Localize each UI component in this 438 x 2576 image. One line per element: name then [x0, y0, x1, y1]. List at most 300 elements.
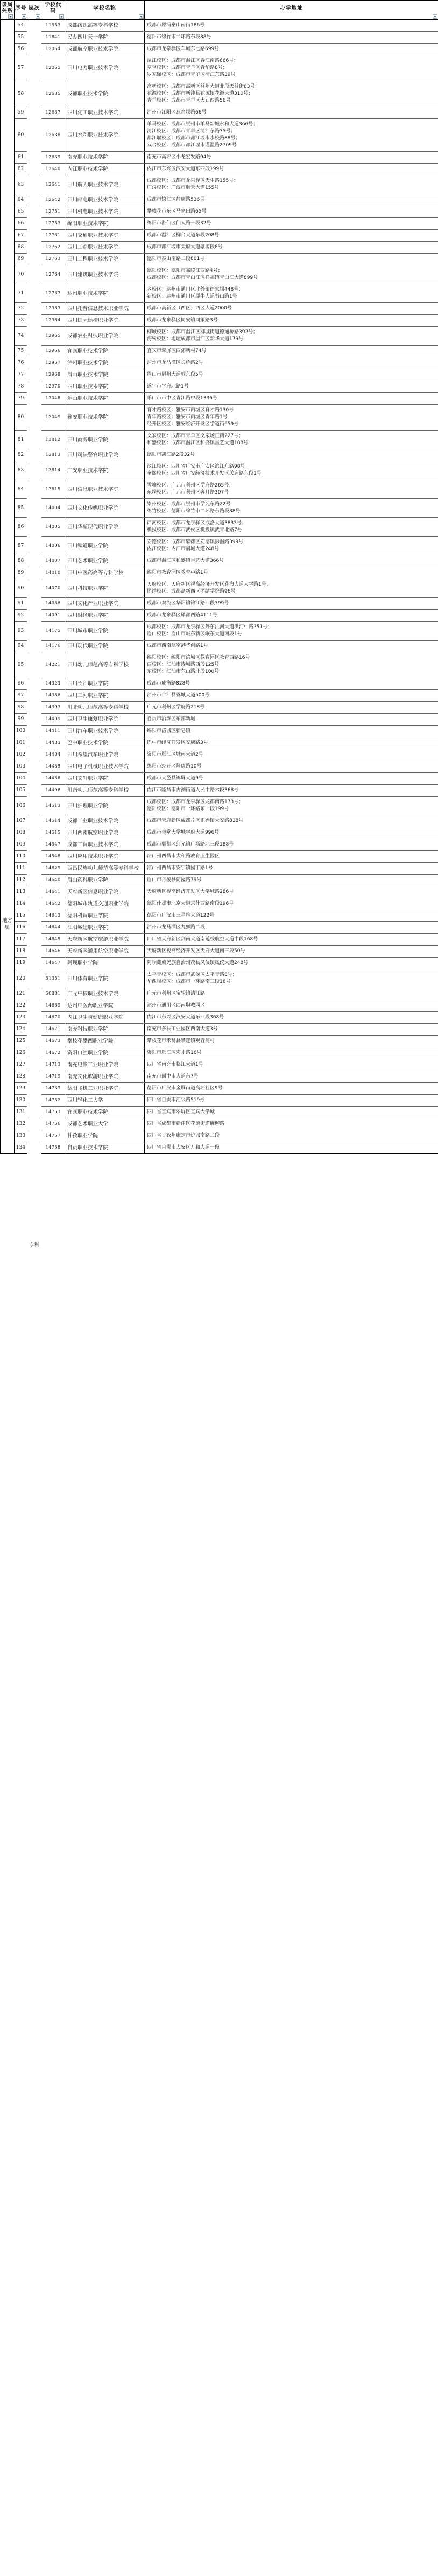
cell-seq: 75: [15, 346, 27, 357]
cell-name: 四川幼儿师范高等专科学校: [65, 652, 145, 678]
column-header-affiliation-label: 隶属关系: [2, 2, 13, 14]
table-row[interactable]: [1, 785, 438, 797]
address-line: 广元市利州区宝轮镇清江路: [147, 991, 206, 996]
cell-code: 14756: [41, 1118, 65, 1130]
address-line: 南充市多扶工业园区西南大道3号: [147, 1026, 218, 1032]
address-line: 都江堰校区：成都市都江堰市水校路88号；: [147, 136, 241, 141]
address-line: 绵阳市涪城区新皂镇: [147, 728, 191, 734]
cell-seq: 126: [15, 1047, 27, 1059]
address-line: 安德校区：成都市郫都区安德镇彭温路399号: [147, 539, 244, 545]
table-row[interactable]: [1, 431, 438, 449]
table-row[interactable]: [1, 714, 438, 726]
cell-seq: 76: [15, 357, 27, 369]
cell-code: 14647: [41, 958, 65, 969]
cell-name: 乐山职业技术学院: [65, 393, 145, 405]
column-header-code[interactable]: [41, 1, 65, 20]
cell-name: 成都工业职业技术学院: [65, 815, 145, 827]
cell-name: 四川华新现代职业学院: [65, 518, 145, 537]
filter-dropdown-icon-address[interactable]: [433, 14, 437, 19]
cell-code: 14411: [41, 726, 65, 737]
cell-seq: 112: [15, 875, 27, 886]
cell-seq: 88: [15, 555, 27, 567]
table-row[interactable]: [1, 863, 438, 875]
cell-code: 13815: [41, 480, 65, 499]
address-line: 绵阳市经开区隆康路10号: [147, 764, 202, 769]
cell-seq: 89: [15, 567, 27, 579]
cell-name: 川南幼儿师范高等专科学校: [65, 785, 145, 797]
cell-address: [145, 242, 438, 254]
column-header-level[interactable]: [27, 1, 41, 20]
cell-address: [145, 44, 438, 55]
table-row[interactable]: [1, 773, 438, 785]
cell-address: [145, 230, 438, 242]
table-row[interactable]: [1, 1012, 438, 1024]
address-line: 成都校区：成都市龙泉驿区龙都南路173号；: [147, 799, 244, 805]
table-row[interactable]: [1, 726, 438, 737]
table-row[interactable]: [1, 315, 438, 327]
cell-code: 14757: [41, 1130, 65, 1142]
address-line: 草堂校区：成都市青羊区青华路8号；: [147, 65, 228, 71]
cell-seq: 128: [15, 1071, 27, 1083]
cell-address: [145, 265, 438, 284]
table-row[interactable]: [1, 641, 438, 652]
cell-address: [145, 988, 438, 1000]
address-line: 太平寺校区：成都市武侯区太平寺路8号；: [147, 972, 237, 977]
cell-address: [145, 461, 438, 480]
cell-seq: 100: [15, 726, 27, 737]
table-row[interactable]: [1, 797, 438, 815]
cell-address: [145, 315, 438, 327]
table-row[interactable]: [1, 1107, 438, 1118]
cell-name: 四川轻化工大学: [65, 1095, 145, 1107]
cell-seq: 77: [15, 369, 27, 381]
address-line: 奎阁校区：四川省广安经济技术开发区关庙路东段1号: [147, 471, 262, 476]
filter-dropdown-icon-code[interactable]: [59, 14, 64, 19]
column-header-seq-label: 序号: [15, 5, 26, 11]
table-row[interactable]: [1, 690, 438, 702]
cell-name: 四川财经职业学院: [65, 610, 145, 622]
cell-address: [145, 518, 438, 537]
table-row[interactable]: [1, 518, 438, 537]
cell-seq: 58: [15, 81, 27, 107]
cell-code: 14515: [41, 827, 65, 839]
address-line: 罗家碾校区：成都市青羊区清江东路39号: [147, 72, 236, 78]
cell-seq: 102: [15, 749, 27, 761]
table-row[interactable]: [1, 922, 438, 934]
cell-name: 四川体育职业学院: [65, 969, 145, 988]
table-row[interactable]: [1, 499, 438, 518]
address-line: 成都市金堂大学城学府大道996号: [147, 830, 220, 835]
table-row[interactable]: [1, 327, 438, 346]
address-line: 成都市西南航空港华创路1号: [147, 643, 208, 649]
table-row[interactable]: [1, 886, 438, 898]
table-row[interactable]: [1, 32, 438, 44]
cell-name: 雅安职业技术学院: [65, 405, 145, 431]
address-line: 成都市锦江区静康路536号: [147, 197, 205, 202]
cell-address: [145, 749, 438, 761]
table-row[interactable]: [1, 910, 438, 922]
cell-code: 14629: [41, 863, 65, 875]
address-line: 四川省宜宾市翠屏区宜宾大学城: [147, 1109, 215, 1115]
address-line: 花源校区：成都市新津县花源镇花源大道310号；: [147, 91, 253, 96]
table-row[interactable]: [1, 988, 438, 1000]
address-line: 成都市龙泉驿区车城东七路699号: [147, 46, 220, 52]
cell-seq: 65: [15, 206, 27, 218]
cell-name: 成都航空职业技术学院: [65, 44, 145, 55]
cell-seq: 68: [15, 242, 27, 254]
cell-seq: 99: [15, 714, 27, 726]
filter-dropdown-icon-seq[interactable]: [22, 14, 26, 19]
cell-code: 12761: [41, 230, 65, 242]
address-line: 凉山州西昌市太和路教育卫生园区: [147, 854, 220, 859]
address-line: 东校区：江油市东山路北段100号: [147, 669, 220, 674]
cell-address: [145, 1071, 438, 1083]
table-row[interactable]: [1, 449, 438, 461]
cell-seq: 109: [15, 839, 27, 851]
cell-address: [145, 164, 438, 175]
cell-name: 南充科技职业学院: [65, 1024, 145, 1036]
table-row[interactable]: [1, 1118, 438, 1130]
table-row[interactable]: [1, 461, 438, 480]
table-row[interactable]: [1, 598, 438, 610]
cell-address: [145, 678, 438, 690]
cell-seq: 54: [15, 20, 27, 32]
cell-seq: 87: [15, 537, 27, 555]
table-row[interactable]: [1, 934, 438, 946]
cell-name: 成都艺术职业大学: [65, 1118, 145, 1130]
cell-address: [145, 910, 438, 922]
cell-address: [145, 773, 438, 785]
cell-name: 四川中医药高等专科学校: [65, 567, 145, 579]
cell-address: [145, 81, 438, 107]
cell-code: 13049: [41, 405, 65, 431]
cell-seq: 116: [15, 922, 27, 934]
cell-code: 12966: [41, 346, 65, 357]
cell-name: 四川汽车职业技术学院: [65, 726, 145, 737]
cell-name: 四川航天职业技术学院: [65, 175, 145, 194]
address-line: 资阳市雁江区城南大道2号: [147, 752, 203, 757]
table-row[interactable]: [1, 969, 438, 988]
address-line: 成都校区：成都市龙泉驿区天生路155号；: [147, 178, 239, 184]
cell-name: 攀枝花攀西职业学院: [65, 1036, 145, 1047]
column-header-affiliation[interactable]: [1, 1, 15, 20]
table-row[interactable]: [1, 610, 438, 622]
cell-name: 德阳科贸职业学院: [65, 910, 145, 922]
cell-name: 四川国际标榜职业学院: [65, 315, 145, 327]
cell-address: [145, 622, 438, 641]
table-row[interactable]: [1, 230, 438, 242]
table-row[interactable]: [1, 55, 438, 81]
table-row[interactable]: [1, 537, 438, 555]
address-line: 文家校区：成都市青羊区文家场正街227号；: [147, 433, 244, 439]
table-row[interactable]: [1, 254, 438, 265]
table-row[interactable]: [1, 1142, 438, 1154]
table-row[interactable]: [1, 242, 438, 254]
table-row[interactable]: [1, 875, 438, 886]
cell-address: [145, 690, 438, 702]
table-row[interactable]: [1, 622, 438, 641]
cell-name: 四川水利职业技术学院: [65, 119, 145, 152]
table-row[interactable]: [1, 851, 438, 863]
cell-name: 四川建筑职业技术学院: [65, 265, 145, 284]
table-row[interactable]: [1, 303, 438, 315]
cell-name: 四川机电职业技术学院: [65, 206, 145, 218]
cell-code: 14673: [41, 1036, 65, 1047]
cell-code: 14323: [41, 678, 65, 690]
table-row[interactable]: [1, 164, 438, 175]
cell-code: 14409: [41, 714, 65, 726]
filter-dropdown-icon-affiliation[interactable]: [8, 14, 13, 19]
cell-code: 14672: [41, 1047, 65, 1059]
cell-code: 51351: [41, 969, 65, 988]
cell-seq: 78: [15, 381, 27, 393]
column-header-address-label: 办学地址: [280, 5, 303, 11]
cell-name: 资阳口腔职业学院: [65, 1047, 145, 1059]
cell-seq: 110: [15, 851, 27, 863]
table-row[interactable]: [1, 357, 438, 369]
column-header-address[interactable]: [145, 1, 438, 20]
address-line: 老校区：达州市通川区北外镇徐家坝448号；: [147, 287, 244, 292]
cell-address: [145, 815, 438, 827]
cell-seq: 111: [15, 863, 27, 875]
table-row[interactable]: [1, 1000, 438, 1012]
address-line: 成都市高新区（西区）西区大道2000号: [147, 306, 232, 311]
table-row[interactable]: [1, 839, 438, 851]
cell-code: 12639: [41, 152, 65, 164]
address-line: 成都市犀浦泰山南街186号: [147, 23, 205, 28]
address-line: 天府新区视高经济开发区大学城路286号: [147, 889, 234, 895]
cell-seq: 71: [15, 284, 27, 303]
table-row[interactable]: [1, 749, 438, 761]
address-line: 资阳市雁江区宏才路16号: [147, 1050, 202, 1055]
cell-seq: 69: [15, 254, 27, 265]
cell-code: 14496: [41, 785, 65, 797]
cell-address: [145, 863, 438, 875]
table-row[interactable]: [1, 678, 438, 690]
cell-seq: 81: [15, 431, 27, 449]
cell-address: [145, 303, 438, 315]
cell-code: 12753: [41, 218, 65, 230]
cell-address: [145, 579, 438, 598]
cell-code: 14086: [41, 598, 65, 610]
address-line: 眉山校区：眉山市岷东新区岷东大道南段1号: [147, 631, 242, 637]
cell-address: [145, 393, 438, 405]
cell-address: [145, 381, 438, 393]
table-row[interactable]: [1, 1059, 438, 1071]
cell-seq: 106: [15, 797, 27, 815]
table-row[interactable]: [1, 175, 438, 194]
table-row[interactable]: [1, 206, 438, 218]
address-line: 成都市双流区华阳镇锦江路四段399号: [147, 601, 229, 606]
table-row[interactable]: [1, 107, 438, 119]
address-line: 南充市阆中市大道东7号: [147, 1074, 199, 1079]
cell-address: [145, 1000, 438, 1012]
table-row[interactable]: [1, 44, 438, 55]
cell-seq: 127: [15, 1059, 27, 1071]
cell-address: [145, 499, 438, 518]
cell-seq: 80: [15, 405, 27, 431]
table-row[interactable]: [1, 284, 438, 303]
filter-dropdown-icon-level[interactable]: [36, 14, 40, 19]
table-row[interactable]: [1, 1036, 438, 1047]
cell-name: 成都农业科技职业学院: [65, 327, 145, 346]
cell-name: 四川邮电职业技术学院: [65, 194, 145, 206]
table-row[interactable]: [1, 827, 438, 839]
address-line: 成都市龙泉驿区同安镇同策路3号: [147, 318, 218, 323]
cell-address: [145, 1036, 438, 1047]
address-line: 内江市东兴区汉安大道东四段368号: [147, 1015, 224, 1020]
table-row[interactable]: [1, 761, 438, 773]
cell-address: [145, 20, 438, 32]
address-line: 成都校区：成都市龙泉驿区外东洪河大道洪河中路351号；: [147, 624, 273, 630]
cell-seq: 57: [15, 55, 27, 81]
cell-seq: 93: [15, 622, 27, 641]
table-row[interactable]: [1, 1130, 438, 1142]
address-line: 四川省天府新区剑南大道南延线航空大道中段168号: [147, 937, 258, 942]
address-line: 四川省南充市临江大道1号: [147, 1062, 203, 1067]
cell-seq: 55: [15, 32, 27, 44]
cell-code: 14752: [41, 1095, 65, 1107]
table-row[interactable]: [1, 20, 438, 32]
address-line: 四川省自贡市大安区万和大道一段: [147, 1145, 220, 1150]
table-row[interactable]: [1, 1047, 438, 1059]
table-row[interactable]: [1, 898, 438, 910]
address-line: 柳城校区：成都市温江区柳城街道德通桥路392号；: [147, 329, 258, 335]
table-row[interactable]: [1, 381, 438, 393]
address-line: 德阳市广汉市三星堆大道122号: [147, 913, 215, 918]
cell-address: [145, 946, 438, 958]
address-line: 眉山市丹棱县葡园路79号: [147, 877, 202, 883]
level-label: 专科: [29, 1242, 39, 1248]
address-line: 东坝校区：广元市利州区奔月路307号: [147, 490, 229, 495]
cell-seq: 129: [15, 1083, 27, 1095]
cell-address: [145, 55, 438, 81]
address-line: 天府新区视高经济开发区天府大道南三段50号: [147, 948, 245, 954]
column-header-seq[interactable]: [15, 1, 27, 20]
table-row[interactable]: [1, 1095, 438, 1107]
cell-name: 四川三河职业学院: [65, 690, 145, 702]
cell-code: 14753: [41, 1107, 65, 1118]
table-row[interactable]: [1, 1083, 438, 1095]
cell-name: 巴中职业技术学院: [65, 737, 145, 749]
table-row[interactable]: [1, 737, 438, 749]
column-header-name[interactable]: [65, 1, 145, 20]
cell-name: 宜宾职业技术学院: [65, 1107, 145, 1118]
table-row[interactable]: [1, 346, 438, 357]
cell-name: 四川信息职业技术学院: [65, 480, 145, 499]
spreadsheet-sheet: [0, 0, 438, 1248]
table-row[interactable]: [1, 567, 438, 579]
address-line: 南充市高坪区小龙宏发路94号: [147, 154, 211, 160]
cell-name: 天府新区信息职业学院: [65, 886, 145, 898]
table-row[interactable]: [1, 958, 438, 969]
cell-address: [145, 851, 438, 863]
cell-seq: 117: [15, 934, 27, 946]
cell-code: 13813: [41, 449, 65, 461]
cell-address: [145, 1059, 438, 1071]
address-line: 新校区：达州市通川区犀牛大道书山路1号: [147, 294, 237, 299]
table-row[interactable]: [1, 555, 438, 567]
address-line: 育才路校区：雅安市雨城区育才路130号: [147, 407, 234, 413]
cell-code: 14642: [41, 898, 65, 910]
table-row[interactable]: [1, 1024, 438, 1036]
table-row[interactable]: [1, 369, 438, 381]
table-row[interactable]: [1, 405, 438, 431]
cell-name: 四川长江职业学院: [65, 678, 145, 690]
cell-code: 14005: [41, 518, 65, 537]
cell-name: 四川工商职业技术学院: [65, 242, 145, 254]
cell-code: 12763: [41, 254, 65, 265]
table-row[interactable]: [1, 815, 438, 827]
cell-name: 四川文化传媒职业学院: [65, 499, 145, 518]
address-line: 宜宾市翠屏区西郊新村74号: [147, 348, 207, 354]
address-line: 阿坝藏族羌族自治州茂县凤仪镇凤仪大道248号: [147, 960, 249, 966]
address-line: 广汉校区：广汉市航天大道155号: [147, 185, 220, 191]
address-line: 清江校区：成都市青羊区清江东路35号；: [147, 129, 236, 134]
cell-address: [145, 598, 438, 610]
cell-name: 四川职业技术学院: [65, 381, 145, 393]
cell-code: 14070: [41, 579, 65, 598]
filter-dropdown-icon-name[interactable]: [139, 14, 144, 19]
cell-name: 广安职业技术学院: [65, 461, 145, 480]
address-line: 德阳市凯江路2段32号: [147, 452, 195, 458]
cell-address: [145, 1095, 438, 1107]
table-row[interactable]: [1, 393, 438, 405]
cell-name: 泸州职业技术学院: [65, 357, 145, 369]
cell-name: 四川电力职业技术学院: [65, 55, 145, 81]
cell-seq: 67: [15, 230, 27, 242]
cell-seq: 82: [15, 449, 27, 461]
table-row[interactable]: [1, 81, 438, 107]
cell-seq: 79: [15, 393, 27, 405]
table-row[interactable]: [1, 119, 438, 152]
cell-address: [145, 431, 438, 449]
table-row[interactable]: [1, 152, 438, 164]
table-row[interactable]: [1, 265, 438, 284]
cell-address: [145, 357, 438, 369]
table-row[interactable]: [1, 218, 438, 230]
cell-seq: 92: [15, 610, 27, 622]
cell-name: 江阳城建职业学院: [65, 922, 145, 934]
table-row[interactable]: [1, 579, 438, 598]
address-line: 遂宁市学府北路1号: [147, 384, 189, 389]
cell-name: 四川艺术职业学院: [65, 555, 145, 567]
cell-code: 14644: [41, 922, 65, 934]
cell-code: 13812: [41, 431, 65, 449]
address-line: 攀枝花市米易县攀莲镇观音阁村: [147, 1038, 215, 1044]
cell-code: 14645: [41, 934, 65, 946]
cell-name: 四川商务职业学院: [65, 431, 145, 449]
table-row[interactable]: [1, 1071, 438, 1083]
cell-seq: 59: [15, 107, 27, 119]
cell-code: 12065: [41, 55, 65, 81]
cell-code: 12064: [41, 44, 65, 55]
table-row[interactable]: [1, 702, 438, 714]
table-row[interactable]: [1, 652, 438, 678]
address-line: 成都市龙泉驿区驿都西路4111号: [147, 613, 217, 618]
table-row[interactable]: [1, 194, 438, 206]
table-row[interactable]: [1, 946, 438, 958]
address-line: 绵阳市教育园区教育中路1号: [147, 570, 208, 575]
cell-name: 川北幼儿师范高等专科学校: [65, 702, 145, 714]
cell-address: [145, 969, 438, 988]
table-row[interactable]: [1, 480, 438, 499]
cell-code: 12963: [41, 303, 65, 315]
cell-name: 天府新区航空旅游职业学院: [65, 934, 145, 946]
cell-address: [145, 958, 438, 969]
cell-seq: 96: [15, 678, 27, 690]
address-line: 内江市东兴区汉安大道东四段199号: [147, 166, 224, 172]
